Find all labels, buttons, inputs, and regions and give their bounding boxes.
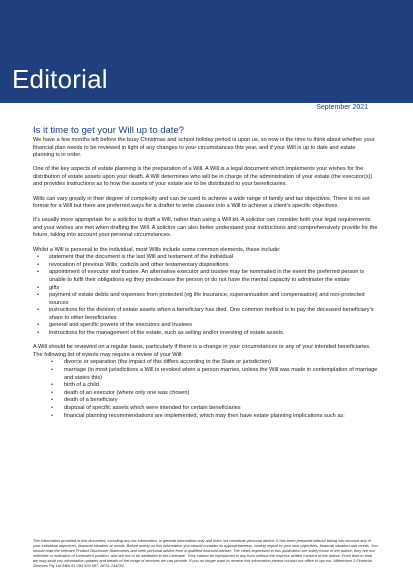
list-item: • gifts: [33, 285, 378, 293]
article-heading: Is it time to get your Will up to date?: [33, 125, 185, 136]
list-item: • instructions for the division of estate assets when a beneficiary has died. One common method is to pay the deceased beneficiary’s share to other beneficiaries: [33, 307, 378, 322]
paragraph: It’s usually more appropriate for a solicitor to draft a Will, rather than using a Will kit. A solicitor can consider both your legal requirements and your wishes are met when drafting the Will. A solicitor can also better understand your instructions and comprehensively provide for the future, taking into account your personal circumstances.: [33, 217, 378, 239]
list-item: • death of an executor (where only one was chosen): [33, 390, 378, 398]
list-item: • marriage (in most jurisdictions a Will is revoked when a person marries, unless the Will was made in contemplation of marriage and states this): [33, 367, 378, 382]
list-intro: Whilst a Will is personal to the individual, most Wills include some common elements, these include:: [33, 246, 281, 253]
header-banner: [0, 0, 413, 102]
list-item: • payment of estate debts and expenses from protected (eg life insurance, superannuation and compensation) and non-protected sources: [33, 292, 378, 307]
list-item: • death of a beneficiary: [33, 397, 378, 405]
list-item: • statement that the document is the last Will and testament of the individual: [33, 254, 378, 262]
list-item: • revocation of previous Wills, codicils and other testamentary dispositions: [33, 262, 378, 270]
list-item: • birth of a child: [33, 382, 378, 390]
paragraph: We have a few months left before the busy Christmas and school holiday period is upon us, so now is the time to think about whether your financial plan needs to be reviewed in light of any changes to your circumstances this year, and if your Will is up to date and estate planning is in order.: [33, 137, 375, 159]
will-elements-list: [33, 254, 378, 338]
issue-date: September 2021: [316, 104, 368, 111]
paragraph: One of the key aspects of estate planning is the preparation of a Will. A Will is a legal document which implements your wishes for the distribution of estate assets upon your death. A Will determines who will be in charge of the administration of your estate (the executor(s)) and provides instructions as to how the assets of your estate are to be distributed to your beneficiaries.: [33, 166, 373, 188]
article-body: [33, 125, 378, 427]
list-item: • divorce or separation (the impact of this differs according to the State or jurisdiction): [33, 359, 378, 367]
list-intro: A Will should be reviewed on a regular basis, particularly if there is a change in your circumstances or any of your intended beneficiaries. The following list of events may require a review of your Will:: [33, 344, 371, 358]
list-item: • financial planning recommendations are implemented, which may then have estate planning implications such as:: [33, 413, 378, 421]
list-item: • disposal of specific assets which were intended for certain beneficiaries: [33, 405, 378, 413]
paragraph: Wills can vary greatly in their degree of complexity and can be used to achieve a wide range of family and tax objectives. There is no set format for a Will but there are preferred ways for a drafter to write clauses into a Will to achieve a client’s specific objectives.: [33, 195, 370, 210]
review-events-list: [33, 359, 378, 420]
disclaimer: The information provided in this document, including any tax information, is general information only and does not constitute personal advice. It has been prepared without taking into account any of your individual objectives, financial situation or needs. Before acting on this information you should consider its appropriateness, having regard to your own objectives, financial situation and needs. You should read the relevant Product Disclosure Statements and seek personal advice from a qualified financial adviser. The views expressed in this publication are solely those of the author; they are not reflective or indicative of Licensee’s position, and are not to be attributed to the Licensee. They cannot be reproduced in any form without the express written consent of the author. From time to time we may send you informative updates and details of the range of services we can provide. If you no longer want to receive this information please contact our office to opt out. Millennium 3 Financial Services Pty Ltd ABN 61 094 529 987, AFSL 244252.: [33, 538, 378, 568]
list-item: • appointment of executor and trustee. An alternative executor and trustee may be nominated in the event the preferred person is unable to fulfil their obligations eg they predecease the person or do not have the mental capacity to administer the estate: [33, 269, 378, 284]
list-item: • instructions for the management of the estate, such as selling and/or investing of estate assets.: [33, 330, 378, 338]
header-divider: [0, 102, 413, 103]
list-item: • general and specific powers of the executors and trustees: [33, 322, 378, 330]
page-title: Editorial: [12, 64, 108, 94]
